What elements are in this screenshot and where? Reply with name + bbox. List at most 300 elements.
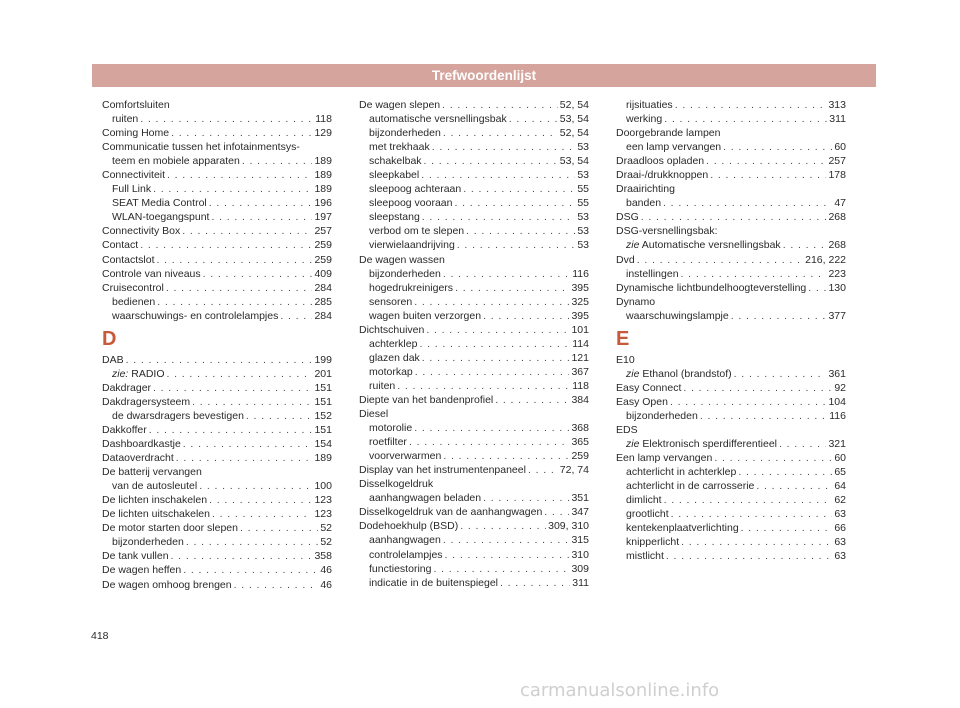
page-reference: 121 (571, 351, 589, 364)
entry-text: Elektronisch sperdifferentieel (642, 438, 777, 451)
entry-term (616, 281, 806, 295)
entry-text: De tank vullen (102, 550, 169, 563)
page-reference: 196 (314, 197, 332, 210)
entry-term (626, 507, 669, 521)
index-entry (102, 281, 332, 295)
index-entry (616, 381, 846, 395)
index-entry (102, 353, 332, 367)
index-subentry (102, 196, 332, 210)
entry-text: Draadloos opladen (616, 155, 705, 168)
entry-term (359, 505, 542, 519)
index-subentry (616, 238, 846, 252)
index-entry (616, 451, 846, 465)
index-subentry (102, 479, 332, 493)
entry-text: ruiten (369, 379, 396, 392)
dot-leader (700, 409, 827, 423)
dot-leader (157, 295, 312, 309)
index-subentry (616, 549, 846, 563)
entry-text: waarschuwingslampje (626, 309, 729, 322)
entry-term (369, 267, 441, 281)
entry-term (112, 182, 151, 196)
entry-text: waarschuwings- en controlelampjes (112, 309, 279, 322)
page-reference: 310 (571, 548, 589, 561)
index-subentry (359, 267, 589, 281)
dot-leader (199, 479, 312, 493)
page-reference: 384 (571, 393, 589, 406)
index-entry (102, 224, 332, 238)
index-subentry (616, 521, 846, 535)
entry-text: functiestoring (369, 562, 432, 575)
entry-term (369, 112, 507, 126)
entry-term (359, 253, 445, 267)
entry-term (369, 576, 498, 590)
entry-term (369, 309, 481, 323)
page-reference: 216, 222 (805, 253, 846, 266)
entry-text: Diepte van het bandenprofiel (359, 393, 494, 406)
entry-text: verbod om te slepen (369, 225, 465, 238)
page-reference: 189 (314, 169, 332, 182)
dot-leader (153, 182, 312, 196)
dot-leader (808, 281, 826, 295)
entry-text: achterklep (369, 337, 418, 350)
page-reference: 52, 54 (559, 99, 589, 111)
index-entry (616, 395, 846, 409)
dot-leader (442, 98, 558, 112)
entry-text: Coming Home (102, 127, 170, 140)
entry-term (616, 154, 704, 168)
dot-leader (422, 210, 576, 224)
dot-leader (171, 549, 313, 563)
dot-leader (666, 549, 832, 563)
entry-term (102, 253, 155, 267)
index-entry (616, 295, 846, 309)
entry-text: hogedrukreinigers (369, 281, 454, 294)
index-entry (102, 140, 332, 154)
entry-text: WLAN-toegangspunt (112, 211, 210, 224)
index-entry (102, 578, 332, 592)
index-subentry (102, 409, 332, 423)
entry-term (112, 479, 197, 493)
dot-leader (183, 437, 313, 451)
dot-leader (192, 395, 312, 409)
entry-text: aanhangwagen beladen (369, 492, 482, 505)
index-subentry (616, 535, 846, 549)
entry-term (369, 182, 461, 196)
entry-text: RADIO (131, 367, 165, 380)
entry-term (369, 449, 441, 463)
dot-leader (414, 295, 569, 309)
index-entry (359, 505, 589, 519)
page-reference: 114 (572, 337, 589, 350)
entry-term (626, 521, 739, 535)
dot-leader (415, 365, 570, 379)
page-reference: 377 (828, 309, 846, 322)
entry-term (616, 451, 712, 465)
dot-leader (443, 267, 570, 281)
page-number: 418 (91, 630, 109, 642)
index-subentry (359, 281, 589, 295)
entry-text: sleepkabel (369, 169, 420, 182)
index-entry (102, 507, 332, 521)
page-reference: 62 (834, 494, 846, 507)
entry-term (369, 337, 417, 351)
page-reference: 152 (314, 409, 332, 422)
page-reference: 313 (828, 99, 846, 111)
dot-leader (710, 168, 826, 182)
entry-text: teem en mobiele apparaten (112, 155, 240, 168)
entry-text: aanhangwagen (369, 534, 441, 547)
entry-term (616, 168, 708, 182)
dot-leader (414, 421, 569, 435)
index-subentry (616, 367, 846, 381)
page-reference: 257 (828, 155, 846, 168)
index-entry (616, 182, 846, 196)
page-reference: 199 (314, 353, 332, 366)
page-reference: 178 (828, 169, 846, 182)
index-subentry (102, 535, 332, 549)
entry-term (626, 535, 679, 549)
entry-text: sleepoog achteraan (369, 183, 462, 196)
dot-leader (500, 576, 570, 590)
entry-text: met trekhaak (369, 141, 430, 154)
entry-text: Full Link (112, 183, 152, 196)
entry-term (369, 281, 453, 295)
dot-leader (424, 154, 558, 168)
index-subentry (359, 365, 589, 379)
entry-text: indicatie in de buitenspiegel (369, 576, 499, 589)
dot-leader (433, 562, 569, 576)
index-entry (359, 98, 589, 112)
index-entry (616, 126, 846, 140)
entry-term (616, 210, 639, 224)
dot-leader (211, 210, 312, 224)
entry-text: Dakdrager (102, 381, 152, 394)
dot-leader (242, 154, 313, 168)
index-subentry (359, 548, 589, 562)
index-subentry (359, 295, 589, 309)
entry-text: roetfilter (369, 436, 407, 449)
entry-text: Cruisecontrol (102, 281, 164, 294)
index-entry (102, 395, 332, 409)
entry-term (359, 98, 440, 112)
entry-term (359, 477, 433, 491)
entry-term (102, 140, 300, 154)
entry-term (102, 437, 181, 451)
dot-leader (140, 112, 313, 126)
dot-leader (157, 253, 313, 267)
entry-term (102, 451, 174, 465)
index-subentry (616, 98, 846, 112)
dot-leader (706, 154, 826, 168)
entry-text: DAB (102, 353, 124, 366)
entry-term (102, 563, 181, 577)
entry-text: De motor starten door slepen (102, 522, 238, 535)
page-reference: 46 (320, 578, 332, 591)
entry-term (616, 395, 668, 409)
dot-leader (443, 449, 569, 463)
entry-text: De lichten uitschakelen (102, 508, 210, 521)
entry-term (369, 224, 464, 238)
index-subentry (102, 295, 332, 309)
entry-text: grootlicht (626, 508, 669, 521)
dot-leader (432, 140, 576, 154)
entry-text: achterlicht in achterklep (626, 466, 737, 479)
page-reference: 284 (314, 309, 332, 322)
page-reference: 358 (314, 550, 332, 563)
page-reference: 257 (314, 225, 332, 238)
page-reference: 66 (834, 522, 846, 535)
index-entry (359, 477, 589, 491)
index-entry (616, 423, 846, 437)
entry-text: DSG (616, 211, 639, 224)
entry-term (626, 549, 664, 563)
page-reference: 123 (314, 494, 332, 507)
dot-leader (171, 126, 312, 140)
page-reference: 63 (834, 536, 846, 549)
page-reference: 189 (314, 452, 332, 465)
entry-term (369, 210, 420, 224)
entry-text: Doorgebrande lampen (616, 127, 721, 140)
dot-leader (463, 182, 575, 196)
page-reference: 395 (571, 309, 589, 322)
entry-text: Dynamische lichtbundelhoogteverstelling (616, 281, 807, 294)
entry-term (369, 379, 395, 393)
page-reference: 53 (577, 239, 589, 252)
entry-term (626, 98, 673, 112)
entry-text: rijsituaties (626, 99, 673, 111)
entry-term (102, 423, 147, 437)
index-subentry (359, 562, 589, 576)
entry-term (369, 196, 452, 210)
index-entry (359, 519, 589, 533)
page-reference: 284 (314, 281, 332, 294)
entry-text: Een lamp vervangen (616, 452, 713, 465)
index-subentry (616, 196, 846, 210)
entry-text: vierwielaandrijving (369, 239, 455, 252)
dot-leader (675, 98, 827, 112)
entry-text: werking (626, 113, 663, 126)
index-entry (359, 407, 589, 421)
entry-term (112, 367, 165, 381)
entry-term (112, 309, 278, 323)
entry-term (369, 168, 419, 182)
dot-leader (457, 238, 576, 252)
index-subentry (616, 140, 846, 154)
page-reference: 325 (571, 295, 589, 308)
entry-term (102, 578, 232, 592)
index-entry (102, 98, 332, 112)
page-header-banner (92, 64, 876, 87)
entry-term (369, 421, 412, 435)
entry-term (626, 367, 732, 381)
entry-text: knipperlicht (626, 536, 680, 549)
page-reference: 63 (834, 508, 846, 521)
entry-text: Display van het instrumentenpaneel (359, 464, 526, 477)
index-entry (102, 253, 332, 267)
entry-text: De wagen slepen (359, 99, 441, 111)
entry-text: De wagen wassen (359, 253, 445, 266)
page-reference: 72, 74 (559, 464, 589, 477)
dot-leader (756, 479, 832, 493)
index-entry (359, 253, 589, 267)
page-reference: 311 (829, 113, 846, 126)
entry-term (102, 126, 169, 140)
index-subentry (359, 351, 589, 365)
dot-leader (483, 309, 569, 323)
index-subentry (359, 337, 589, 351)
entry-term (112, 154, 240, 168)
entry-term (112, 196, 207, 210)
dot-leader (495, 393, 569, 407)
entry-term (369, 491, 481, 505)
dot-leader (167, 168, 312, 182)
dot-leader (426, 323, 569, 337)
index-subentry (359, 210, 589, 224)
entry-term (102, 549, 169, 563)
entry-term (102, 465, 202, 479)
dot-leader (738, 465, 832, 479)
entry-text: instellingen (626, 267, 679, 280)
entry-term (626, 112, 662, 126)
dot-leader (681, 267, 827, 281)
dot-leader (209, 196, 313, 210)
entry-text: Disselkogeldruk van de aanhangwagen (359, 506, 543, 519)
page-reference: 268 (828, 211, 846, 224)
page-reference: 151 (314, 381, 332, 394)
page-reference: 52 (320, 522, 332, 535)
dot-leader (783, 238, 827, 252)
entry-text: Ethanol (brandstof) (642, 367, 732, 380)
index-subentry (616, 437, 846, 451)
dot-leader (280, 309, 312, 323)
entry-term (369, 562, 431, 576)
entry-text: ruiten (112, 113, 139, 126)
index-subentry (359, 533, 589, 547)
index-subentry (616, 409, 846, 423)
entry-term (112, 210, 209, 224)
index-entry (102, 381, 332, 395)
page-reference: 53 (577, 169, 589, 182)
entry-term (112, 295, 155, 309)
entry-text: glazen dak (369, 351, 420, 364)
index-entry (102, 549, 332, 563)
entry-text: Dakdragersysteem (102, 395, 191, 408)
index-subentry (359, 421, 589, 435)
entry-term (626, 309, 729, 323)
entry-text: een lamp vervangen (626, 141, 722, 154)
dot-leader (641, 210, 827, 224)
entry-term (359, 393, 493, 407)
page-reference: 129 (314, 127, 332, 140)
index-subentry (359, 449, 589, 463)
page-reference: 321 (828, 438, 846, 451)
dot-leader (246, 409, 313, 423)
dot-leader (544, 505, 569, 519)
page-reference: 60 (834, 452, 846, 465)
entry-text: SEAT Media Control (112, 197, 207, 210)
index-subentry (359, 168, 589, 182)
entry-text: De wagen heffen (102, 564, 182, 577)
see-reference: zie (626, 367, 640, 380)
index-subentry (616, 465, 846, 479)
index-entry (616, 253, 846, 267)
entry-term (616, 224, 718, 238)
entry-term (359, 463, 526, 477)
dot-leader (183, 563, 318, 577)
page-reference: 259 (571, 450, 589, 463)
page-reference: 92 (834, 381, 846, 394)
page-title: Trefwoordenlijst (431, 68, 537, 83)
entry-term (102, 224, 180, 238)
dot-leader (140, 238, 312, 252)
entry-term (626, 140, 721, 154)
page-reference: 53, 54 (559, 113, 589, 126)
dot-leader (421, 168, 575, 182)
entry-term (626, 437, 777, 451)
dot-leader (466, 224, 575, 238)
dot-leader (209, 493, 312, 507)
page-reference: 53 (577, 211, 589, 224)
dot-leader (663, 196, 832, 210)
entry-text: De wagen omhoog brengen (102, 578, 232, 591)
index-subentry (359, 491, 589, 505)
entry-term (359, 407, 388, 421)
entry-term (626, 465, 736, 479)
index-entry (359, 393, 589, 407)
entry-term (102, 521, 238, 535)
entry-text: De batterij vervangen (102, 466, 202, 479)
page-reference: 104 (828, 395, 846, 408)
index-subentry (359, 140, 589, 154)
index-subentry (616, 507, 846, 521)
entry-text: kentekenplaatverlichting (626, 522, 739, 535)
index-entry (616, 224, 846, 238)
entry-text: Dichtschuiven (359, 323, 425, 336)
dot-leader (779, 437, 826, 451)
entry-term (369, 295, 412, 309)
dot-leader (397, 379, 570, 393)
index-entry (359, 323, 589, 337)
section-letter: E (616, 327, 630, 350)
dot-leader (455, 281, 569, 295)
entry-term (626, 238, 781, 252)
dot-leader (126, 353, 313, 367)
index-subentry (359, 238, 589, 252)
index-subentry (616, 493, 846, 507)
section-letter: D (102, 327, 117, 350)
index-entry (359, 463, 589, 477)
entry-text: sensoren (369, 295, 413, 308)
dot-leader (186, 535, 319, 549)
page-reference: 101 (571, 323, 589, 336)
entry-term (102, 381, 151, 395)
entry-term (369, 365, 413, 379)
entry-text: bedienen (112, 295, 156, 308)
index-subentry (359, 224, 589, 238)
dot-leader (153, 381, 312, 395)
entry-text: bijzonderheden (626, 409, 698, 422)
page-reference: 116 (572, 267, 589, 280)
index-entry (102, 238, 332, 252)
page-reference: 395 (571, 281, 589, 294)
index-entry (616, 154, 846, 168)
page-reference: 351 (571, 492, 589, 505)
entry-term (102, 98, 170, 112)
entry-term (112, 535, 184, 549)
entry-term (369, 154, 422, 168)
entry-text: Easy Connect (616, 381, 682, 394)
index-subentry (102, 112, 332, 126)
